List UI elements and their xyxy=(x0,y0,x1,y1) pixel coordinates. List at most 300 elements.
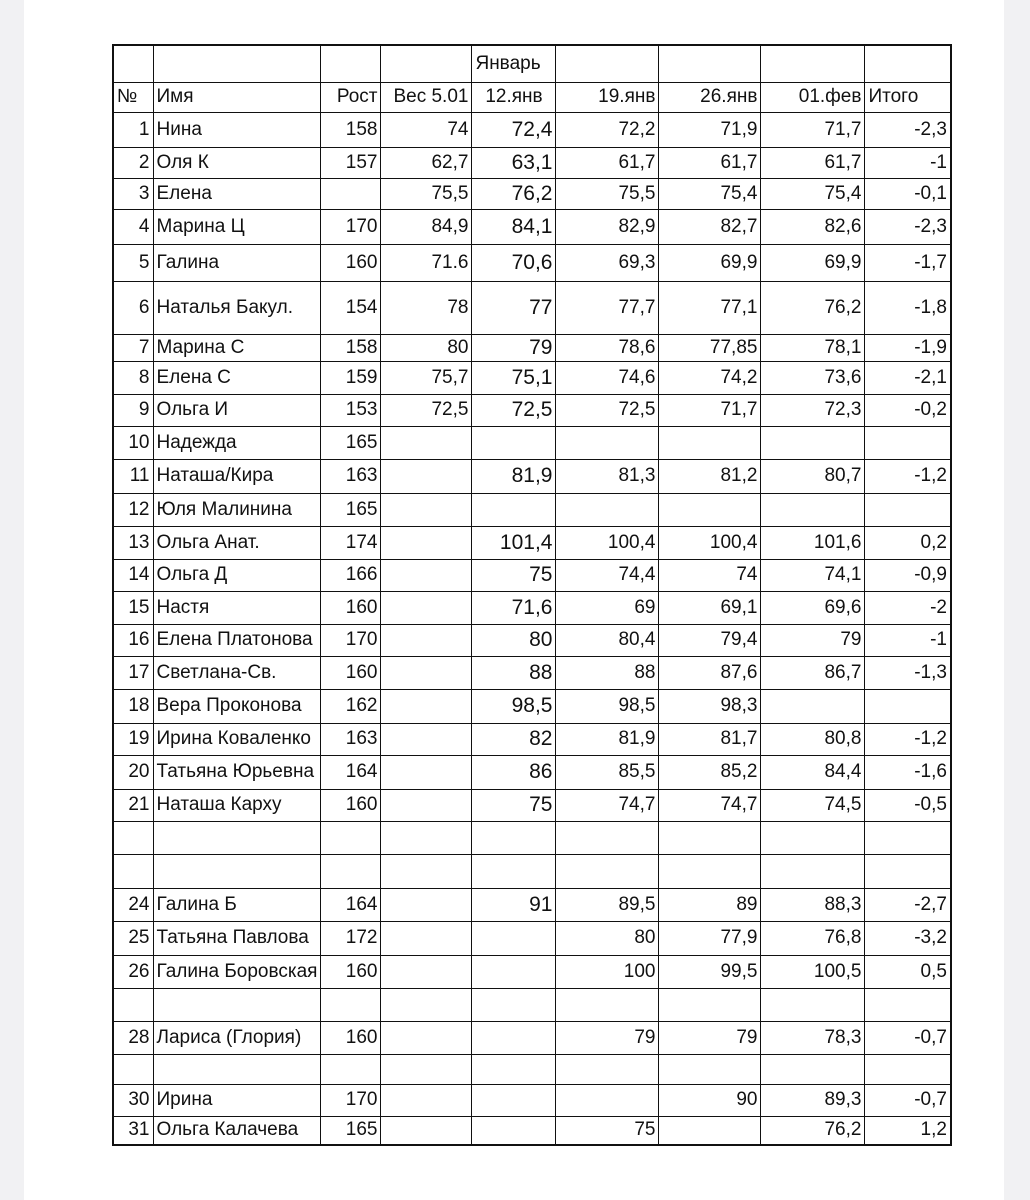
table-cell: 79,4 xyxy=(659,624,761,656)
header-cell xyxy=(865,45,951,82)
table-cell: 82,9 xyxy=(556,209,659,244)
table-row xyxy=(113,147,951,178)
table-cell xyxy=(556,821,659,854)
table-cell xyxy=(321,1054,381,1084)
table-cell xyxy=(659,493,761,526)
table-cell: 79 xyxy=(659,1021,761,1054)
table-cell xyxy=(381,955,472,988)
table-cell xyxy=(556,426,659,459)
name-cell xyxy=(153,1054,321,1084)
header-cell xyxy=(659,45,761,82)
table-cell: 86 xyxy=(472,755,556,789)
table-cell xyxy=(321,988,381,1021)
name-cell xyxy=(153,821,321,854)
table-row xyxy=(113,988,951,1021)
table-cell: 85,5 xyxy=(556,755,659,789)
table-cell: 101,4 xyxy=(472,526,556,559)
table-cell: 75 xyxy=(472,559,556,591)
table-cell xyxy=(381,821,472,854)
table-cell: 78,3 xyxy=(761,1021,865,1054)
table-cell: 82,6 xyxy=(761,209,865,244)
table-row xyxy=(113,821,951,854)
table-cell: 20 xyxy=(113,755,153,789)
table-cell xyxy=(381,921,472,955)
table-cell: 81,2 xyxy=(659,459,761,493)
table-cell: -2,1 xyxy=(865,361,951,394)
table-cell: 172 xyxy=(321,921,381,955)
table-cell: 75 xyxy=(556,1116,659,1145)
table-cell: 74,6 xyxy=(556,361,659,394)
table-cell: 80,8 xyxy=(761,723,865,755)
table-cell: 81,3 xyxy=(556,459,659,493)
table-cell: 3 xyxy=(113,178,153,209)
name-cell: Нина xyxy=(153,112,321,147)
table-cell: -0,5 xyxy=(865,789,951,821)
table-cell: 9 xyxy=(113,394,153,426)
name-cell: Марина Ц xyxy=(153,209,321,244)
name-cell: Татьяна Павлова xyxy=(153,921,321,955)
table-cell: 164 xyxy=(321,755,381,789)
table-cell: 78 xyxy=(381,281,472,334)
table-cell: 170 xyxy=(321,1084,381,1116)
name-cell: Наталья Бакул. xyxy=(153,281,321,334)
table-cell: 74,4 xyxy=(556,559,659,591)
table-cell: 100,4 xyxy=(556,526,659,559)
table-row xyxy=(113,112,951,147)
table-cell: 75 xyxy=(472,789,556,821)
table-cell: 69,9 xyxy=(761,244,865,281)
table-cell: 98,5 xyxy=(472,689,556,723)
table-cell: 24 xyxy=(113,888,153,921)
table-cell xyxy=(556,493,659,526)
table-cell: 69,3 xyxy=(556,244,659,281)
table-cell xyxy=(556,1084,659,1116)
table-row xyxy=(113,361,951,394)
table-cell: 77 xyxy=(472,281,556,334)
table-cell: 82 xyxy=(472,723,556,755)
table-cell: 80 xyxy=(556,921,659,955)
table-cell: 12 xyxy=(113,493,153,526)
table-cell: 16 xyxy=(113,624,153,656)
table-cell: 101,6 xyxy=(761,526,865,559)
column-header: Рост xyxy=(321,82,381,112)
table-cell: -3,2 xyxy=(865,921,951,955)
table-cell xyxy=(865,426,951,459)
table-cell: 69,1 xyxy=(659,591,761,624)
table-cell: 19 xyxy=(113,723,153,755)
table-cell xyxy=(381,854,472,888)
table-cell xyxy=(381,1116,472,1145)
table-row xyxy=(113,921,951,955)
table-cell: 163 xyxy=(321,723,381,755)
table-cell: -1,8 xyxy=(865,281,951,334)
table-cell xyxy=(321,821,381,854)
table-cell xyxy=(381,723,472,755)
table-cell: 28 xyxy=(113,1021,153,1054)
table-cell: 100,5 xyxy=(761,955,865,988)
table-cell xyxy=(381,591,472,624)
table-cell: 69,6 xyxy=(761,591,865,624)
table-cell: 79 xyxy=(761,624,865,656)
table-cell xyxy=(381,426,472,459)
table-cell: 72,5 xyxy=(472,394,556,426)
table-cell: 160 xyxy=(321,955,381,988)
table-cell: 71,6 xyxy=(472,591,556,624)
name-cell: Светлана-Св. xyxy=(153,656,321,689)
table-row xyxy=(113,723,951,755)
table-cell: 163 xyxy=(321,459,381,493)
name-cell: Оля К xyxy=(153,147,321,178)
table-cell: 0,2 xyxy=(865,526,951,559)
table-cell: 74,7 xyxy=(556,789,659,821)
name-cell: Наташа/Кира xyxy=(153,459,321,493)
column-header: Итого xyxy=(865,82,951,112)
table-cell: 80 xyxy=(472,624,556,656)
month-label: Январь xyxy=(472,45,556,82)
table-row xyxy=(113,459,951,493)
table-cell xyxy=(381,1084,472,1116)
name-cell: Надежда xyxy=(153,426,321,459)
table-cell: 157 xyxy=(321,147,381,178)
table-cell xyxy=(321,854,381,888)
table-cell xyxy=(321,178,381,209)
table-cell: 7 xyxy=(113,334,153,361)
table-cell xyxy=(113,988,153,1021)
table-cell xyxy=(865,854,951,888)
table-cell: 170 xyxy=(321,209,381,244)
table-cell xyxy=(761,988,865,1021)
table-cell: 76,2 xyxy=(761,1116,865,1145)
table-cell xyxy=(659,1054,761,1084)
table-cell: 71,9 xyxy=(659,112,761,147)
table-cell: 160 xyxy=(321,244,381,281)
table-cell: 15 xyxy=(113,591,153,624)
table-cell: 91 xyxy=(472,888,556,921)
table-cell: 89 xyxy=(659,888,761,921)
table-cell: 164 xyxy=(321,888,381,921)
table-row xyxy=(113,334,951,361)
table-cell: -2,7 xyxy=(865,888,951,921)
name-cell: Елена Платонова xyxy=(153,624,321,656)
table-cell: 75,5 xyxy=(381,178,472,209)
name-cell: Ольга Анат. xyxy=(153,526,321,559)
table-cell: -1 xyxy=(865,147,951,178)
table-cell: 61,7 xyxy=(761,147,865,178)
table-cell: 31 xyxy=(113,1116,153,1145)
table-row xyxy=(113,1116,951,1145)
table-cell xyxy=(472,1116,556,1145)
header-cell xyxy=(113,45,153,82)
name-cell: Галина xyxy=(153,244,321,281)
table-cell: 72,2 xyxy=(556,112,659,147)
table-cell: 165 xyxy=(321,1116,381,1145)
table-cell: 71,7 xyxy=(659,394,761,426)
table-row xyxy=(113,426,951,459)
table-cell: 165 xyxy=(321,493,381,526)
name-cell: Юля Малинина xyxy=(153,493,321,526)
table-cell: 80,7 xyxy=(761,459,865,493)
name-cell: Ольга И xyxy=(153,394,321,426)
table-cell xyxy=(381,755,472,789)
table-cell: 75,5 xyxy=(556,178,659,209)
table-cell xyxy=(761,821,865,854)
table-row xyxy=(113,281,951,334)
table-row xyxy=(113,854,951,888)
table-cell: -2,3 xyxy=(865,112,951,147)
table-cell: 71,7 xyxy=(761,112,865,147)
table-cell: 100,4 xyxy=(659,526,761,559)
table-cell: 30 xyxy=(113,1084,153,1116)
table-cell xyxy=(659,1116,761,1145)
table-cell: 88 xyxy=(556,656,659,689)
table-cell xyxy=(865,988,951,1021)
column-header: № xyxy=(113,82,153,112)
table-cell: 8 xyxy=(113,361,153,394)
name-cell: Наташа Карху xyxy=(153,789,321,821)
table-cell xyxy=(865,689,951,723)
header-cell xyxy=(381,45,472,82)
table-cell: 74,1 xyxy=(761,559,865,591)
table-row xyxy=(113,178,951,209)
table-cell: 158 xyxy=(321,112,381,147)
table-cell: 72,3 xyxy=(761,394,865,426)
table-cell: -0,2 xyxy=(865,394,951,426)
table-row xyxy=(113,394,951,426)
table-cell: 77,7 xyxy=(556,281,659,334)
table-cell: 174 xyxy=(321,526,381,559)
table-cell xyxy=(472,493,556,526)
name-cell xyxy=(153,854,321,888)
table-cell: 79 xyxy=(472,334,556,361)
table-cell: -1,9 xyxy=(865,334,951,361)
table-row xyxy=(113,789,951,821)
table-cell xyxy=(865,1054,951,1084)
name-cell: Татьяна Юрьевна xyxy=(153,755,321,789)
table-cell: 69,9 xyxy=(659,244,761,281)
table-cell: 160 xyxy=(321,591,381,624)
table-cell xyxy=(472,1021,556,1054)
name-cell: Марина С xyxy=(153,334,321,361)
table-cell xyxy=(472,1084,556,1116)
table-cell: 162 xyxy=(321,689,381,723)
table-cell xyxy=(381,689,472,723)
table-row xyxy=(113,656,951,689)
table-cell: 21 xyxy=(113,789,153,821)
table-row xyxy=(113,493,951,526)
table-cell: 89,5 xyxy=(556,888,659,921)
column-header: Вес 5.01 xyxy=(381,82,472,112)
table-cell: 13 xyxy=(113,526,153,559)
table-cell: -1,3 xyxy=(865,656,951,689)
table-cell: 160 xyxy=(321,656,381,689)
table-cell: 79 xyxy=(556,1021,659,1054)
table-cell: 77,85 xyxy=(659,334,761,361)
table-cell xyxy=(761,1054,865,1084)
table-cell: 80,4 xyxy=(556,624,659,656)
table-cell: 75,4 xyxy=(761,178,865,209)
month-header-row xyxy=(113,45,951,82)
name-cell: Настя xyxy=(153,591,321,624)
name-cell: Лариса (Глория) xyxy=(153,1021,321,1054)
table-row xyxy=(113,1054,951,1084)
table-cell: 76,2 xyxy=(472,178,556,209)
table-cell: 77,1 xyxy=(659,281,761,334)
table-cell: 90 xyxy=(659,1084,761,1116)
table-cell: 170 xyxy=(321,624,381,656)
table-cell: 74,2 xyxy=(659,361,761,394)
table-cell: 72,5 xyxy=(381,394,472,426)
table-cell: 165 xyxy=(321,426,381,459)
column-header: Имя xyxy=(153,82,321,112)
table-cell: -0,1 xyxy=(865,178,951,209)
name-cell: Елена С xyxy=(153,361,321,394)
column-header: 19.янв xyxy=(556,82,659,112)
table-cell: 76,2 xyxy=(761,281,865,334)
name-cell: Вера Проконова xyxy=(153,689,321,723)
table-cell: -1 xyxy=(865,624,951,656)
table-cell xyxy=(381,526,472,559)
table-cell xyxy=(761,689,865,723)
table-cell: 11 xyxy=(113,459,153,493)
table-cell: 25 xyxy=(113,921,153,955)
table-row xyxy=(113,244,951,281)
table-row xyxy=(113,591,951,624)
name-cell: Галина Б xyxy=(153,888,321,921)
table-cell: 14 xyxy=(113,559,153,591)
table-cell: 89,3 xyxy=(761,1084,865,1116)
table-cell: -0,9 xyxy=(865,559,951,591)
table-cell: 81,7 xyxy=(659,723,761,755)
table-cell: -1,2 xyxy=(865,459,951,493)
table-cell xyxy=(381,1054,472,1084)
header-cell xyxy=(321,45,381,82)
table-cell xyxy=(556,1054,659,1084)
table-row xyxy=(113,1021,951,1054)
table-cell: 74,5 xyxy=(761,789,865,821)
table-cell: 78,6 xyxy=(556,334,659,361)
table-cell: 77,9 xyxy=(659,921,761,955)
table-cell: 75,4 xyxy=(659,178,761,209)
table-cell xyxy=(381,1021,472,1054)
table-cell xyxy=(659,426,761,459)
table-cell: 26 xyxy=(113,955,153,988)
table-cell: -0,7 xyxy=(865,1084,951,1116)
table-cell: 84,4 xyxy=(761,755,865,789)
table-cell xyxy=(381,624,472,656)
table-cell xyxy=(761,493,865,526)
table-cell: 18 xyxy=(113,689,153,723)
column-header: 01.фев xyxy=(761,82,865,112)
table-row xyxy=(113,559,951,591)
table-cell: 1,2 xyxy=(865,1116,951,1145)
table-cell: 69 xyxy=(556,591,659,624)
table-cell: 98,3 xyxy=(659,689,761,723)
table-cell xyxy=(472,426,556,459)
table-cell: 87,6 xyxy=(659,656,761,689)
table-cell: 78,1 xyxy=(761,334,865,361)
header-cell xyxy=(761,45,865,82)
name-cell: Ирина xyxy=(153,1084,321,1116)
table-cell: 86,7 xyxy=(761,656,865,689)
table-cell xyxy=(472,921,556,955)
table-cell xyxy=(472,854,556,888)
table-cell: 10 xyxy=(113,426,153,459)
name-cell: Елена xyxy=(153,178,321,209)
table-cell: 6 xyxy=(113,281,153,334)
table-cell xyxy=(761,854,865,888)
weight-table xyxy=(112,44,952,1146)
table-cell xyxy=(556,988,659,1021)
column-header: 12.янв xyxy=(472,82,556,112)
table-cell xyxy=(381,888,472,921)
table-cell: 4 xyxy=(113,209,153,244)
table-cell: -1,6 xyxy=(865,755,951,789)
table-row xyxy=(113,689,951,723)
table-cell: 70,6 xyxy=(472,244,556,281)
table-cell xyxy=(113,854,153,888)
table-cell xyxy=(659,988,761,1021)
table-cell: 100 xyxy=(556,955,659,988)
table-cell xyxy=(381,493,472,526)
table-cell xyxy=(381,656,472,689)
table-cell: 99,5 xyxy=(659,955,761,988)
table-cell: 72,5 xyxy=(556,394,659,426)
table-cell: 84,1 xyxy=(472,209,556,244)
table-cell: 160 xyxy=(321,789,381,821)
table-cell: 73,6 xyxy=(761,361,865,394)
table-cell: 154 xyxy=(321,281,381,334)
table-cell: 88,3 xyxy=(761,888,865,921)
table-cell: -0,7 xyxy=(865,1021,951,1054)
table-cell xyxy=(472,955,556,988)
table-cell xyxy=(113,821,153,854)
table-cell xyxy=(472,1054,556,1084)
column-header: 26.янв xyxy=(659,82,761,112)
column-header-row xyxy=(113,82,951,112)
table-cell: 76,8 xyxy=(761,921,865,955)
table-cell: 74 xyxy=(381,112,472,147)
table-cell xyxy=(381,789,472,821)
table-row xyxy=(113,526,951,559)
table-row xyxy=(113,1084,951,1116)
table-cell: -2 xyxy=(865,591,951,624)
table-cell xyxy=(659,854,761,888)
table-cell: -1,7 xyxy=(865,244,951,281)
table-row xyxy=(113,955,951,988)
table-cell: 82,7 xyxy=(659,209,761,244)
table-cell: 17 xyxy=(113,656,153,689)
name-cell: Галина Боровская xyxy=(153,955,321,988)
table-cell: 84,9 xyxy=(381,209,472,244)
table-cell xyxy=(659,821,761,854)
table-cell: 160 xyxy=(321,1021,381,1054)
table-cell: 61,7 xyxy=(556,147,659,178)
table-cell: 0,5 xyxy=(865,955,951,988)
table-cell xyxy=(472,821,556,854)
table-cell: 166 xyxy=(321,559,381,591)
table-row xyxy=(113,209,951,244)
table-cell: -2,3 xyxy=(865,209,951,244)
header-cell xyxy=(153,45,321,82)
table-cell: 80 xyxy=(381,334,472,361)
table-cell: 62,7 xyxy=(381,147,472,178)
table-cell xyxy=(113,1054,153,1084)
table-cell xyxy=(381,988,472,1021)
table-cell xyxy=(556,854,659,888)
name-cell: Ольга Калачева xyxy=(153,1116,321,1145)
table-cell xyxy=(865,493,951,526)
table-cell: 88 xyxy=(472,656,556,689)
